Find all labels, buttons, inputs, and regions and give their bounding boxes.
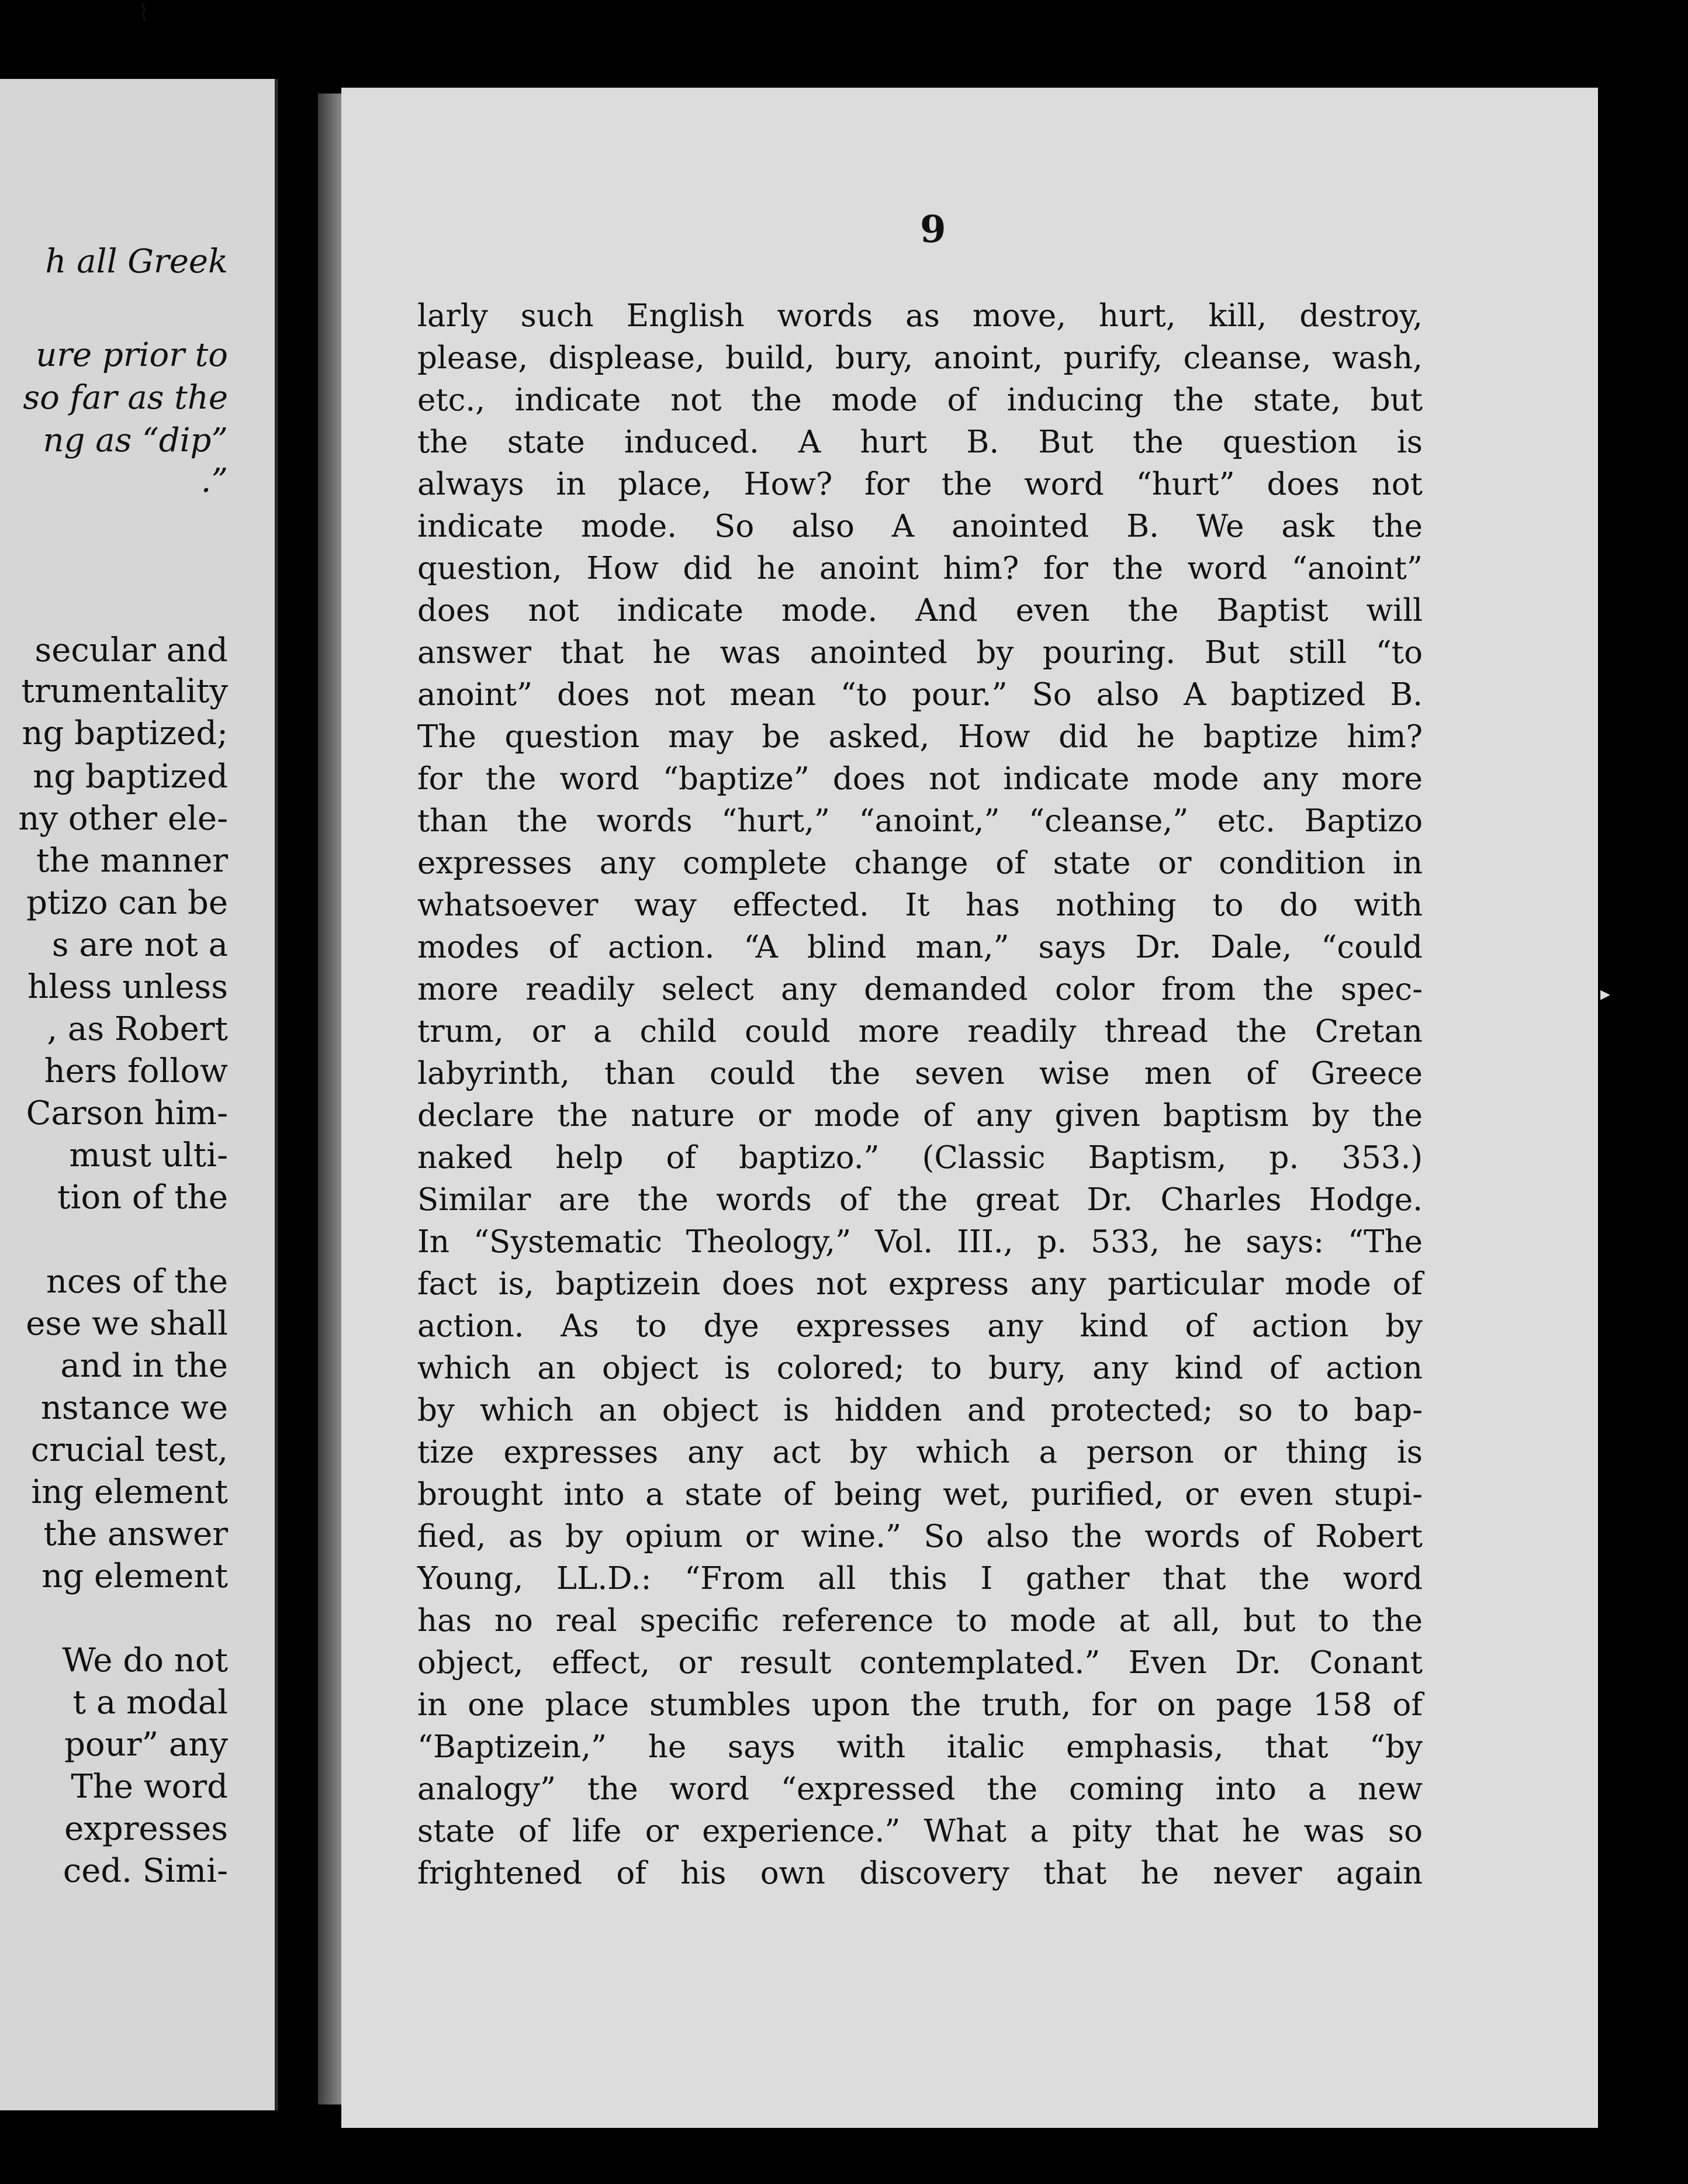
body-text-line: etc., indicate not the mode of inducing the state, but — [417, 382, 1423, 418]
body-text-line: labyrinth, than could the seven wise men of Greece — [417, 1056, 1423, 1091]
left-page-line: ese we shall — [26, 1305, 228, 1343]
left-page-line: and in the — [60, 1347, 228, 1385]
body-text-line: more readily select any demanded color from the spec- — [417, 972, 1423, 1007]
body-text-line: brought into a state of being wet, purified, or even stupi- — [417, 1477, 1423, 1512]
body-text-line: modes of action. “A blind man,” says Dr. Dale, “could — [417, 929, 1423, 965]
body-text-line: answer that he was anointed by pouring. But still “to — [417, 635, 1423, 671]
left-page-line: so far as the — [23, 379, 228, 417]
body-text-line: In “Systematic Theology,” Vol. III., p. 533, he says: “The — [417, 1224, 1423, 1260]
left-page-line: trumentality — [21, 672, 228, 710]
left-page-line: ced. Simi- — [63, 1852, 228, 1890]
body-text-line: please, displease, build, bury, anoint, purify, cleanse, wash, — [417, 340, 1423, 376]
body-text-line: state of life or experience.” What a pity that he was so — [417, 1813, 1423, 1849]
body-text-line: “Baptizein,” he says with italic emphasis, that “by — [417, 1729, 1423, 1765]
body-text-line: frightened of his own discovery that he never again — [417, 1855, 1423, 1891]
left-page-line: the answer — [43, 1515, 228, 1553]
body-text-line: anoint” does not mean “to pour.” So also A baptized B. — [417, 677, 1423, 713]
body-text-line: object, effect, or result contemplated.” Even Dr. Conant — [417, 1645, 1423, 1681]
left-page-line: pour” any — [64, 1726, 228, 1764]
left-page-line: h all Greek — [45, 243, 228, 281]
left-page-line: ng as “dip” — [43, 421, 228, 459]
left-page-line: .” — [200, 462, 228, 500]
body-text-line: tize expresses any act by which a person or thing is — [417, 1435, 1423, 1470]
left-page-line: nces of the — [46, 1263, 228, 1301]
body-text-line: declare the nature or mode of any given baptism by the — [417, 1098, 1423, 1134]
left-page-line: must ulti- — [69, 1136, 228, 1174]
body-text-line: than the words “hurt,” “anoint,” “cleanse,” etc. Baptizo — [417, 803, 1423, 839]
left-page-line: hless unless — [27, 968, 228, 1006]
body-text-line: analogy” the word “expressed the coming into a new — [417, 1771, 1423, 1807]
body-text-line: indicate mode. So also A anointed B. We ask the — [417, 509, 1423, 544]
left-page-line: ure prior to — [36, 336, 228, 374]
body-text-line: for the word “baptize” does not indicate mode any more — [417, 761, 1423, 797]
body-text-line: always in place, How? for the word “hurt” does not — [417, 466, 1423, 502]
body-text-line: The question may be asked, How did he baptize him? — [417, 719, 1423, 755]
left-page-line: tion of the — [57, 1179, 228, 1217]
body-text-line: the state induced. A hurt B. But the question is — [417, 424, 1423, 460]
left-page-line: t a modal — [72, 1684, 228, 1722]
left-page-line: Carson him- — [26, 1094, 228, 1132]
body-text-line: Young, LL.D.: “From all this I gather that the word — [417, 1561, 1423, 1596]
body-text-line: does not indicate mode. And even the Baptist will — [417, 593, 1423, 628]
scan-speck: ⌇ — [138, 0, 150, 27]
left-page-line: crucial test, — [30, 1431, 228, 1469]
left-page-line: ptizo can be — [26, 884, 228, 922]
margin-arrow-mark: ▸ — [1600, 982, 1611, 1005]
left-page-line: ng element — [41, 1557, 228, 1595]
body-text-line: trum, or a child could more readily thread the Cretan — [417, 1014, 1423, 1049]
left-page-line: the manner — [36, 842, 228, 880]
left-page-line: We do not — [62, 1642, 228, 1680]
book-gutter — [278, 82, 318, 2110]
body-text-line: in one place stumbles upon the truth, for on page 158 of — [417, 1687, 1423, 1723]
right-page — [341, 88, 1598, 2128]
body-text-line: has no real specific reference to mode at all, but to the — [417, 1603, 1423, 1639]
body-text-line: question, How did he anoint him? for the word “anoint” — [417, 551, 1423, 586]
body-text-line: Similar are the words of the great Dr. Charles Hodge. — [417, 1182, 1423, 1218]
body-text-line: whatsoever way effected. It has nothing to do with — [417, 887, 1423, 923]
left-page-line: nstance we — [40, 1389, 228, 1427]
body-text-line: fact is, baptizein does not express any particular mode of — [417, 1266, 1423, 1302]
body-text-line: action. As to dye expresses any kind of action by — [417, 1308, 1423, 1344]
body-text-line: by which an object is hidden and protected; so to bap- — [417, 1392, 1423, 1428]
margin-speck: • — [1590, 1058, 1600, 1079]
page-number: 9 — [920, 208, 946, 251]
left-page-line: s are not a — [51, 926, 228, 964]
left-page-line: ing element — [31, 1473, 228, 1511]
left-page-line: hers follow — [44, 1052, 228, 1090]
body-text — [417, 295, 1423, 1895]
left-page-line: ng baptized — [33, 758, 228, 796]
body-text-line: which an object is colored; to bury, any kind of action — [417, 1350, 1423, 1386]
body-text-line: expresses any complete change of state or condition in — [417, 845, 1423, 881]
left-page-line: secular and — [34, 631, 228, 669]
body-text-line: fied, as by opium or wine.” So also the words of Robert — [417, 1519, 1423, 1554]
body-text-line: larly such English words as move, hurt, kill, destroy, — [417, 298, 1423, 334]
left-page-line: , as Robert — [47, 1010, 228, 1048]
left-page-line: ny other ele- — [18, 800, 228, 838]
body-text-line: naked help of baptizo.” (Classic Baptism, p. 353.) — [417, 1140, 1423, 1176]
left-page-line: The word — [71, 1768, 228, 1806]
left-page-fragment — [0, 79, 278, 2110]
left-page-line: expresses — [64, 1810, 228, 1848]
left-page-line: ng baptized; — [22, 714, 228, 752]
page-edge-shadow — [318, 94, 341, 2104]
